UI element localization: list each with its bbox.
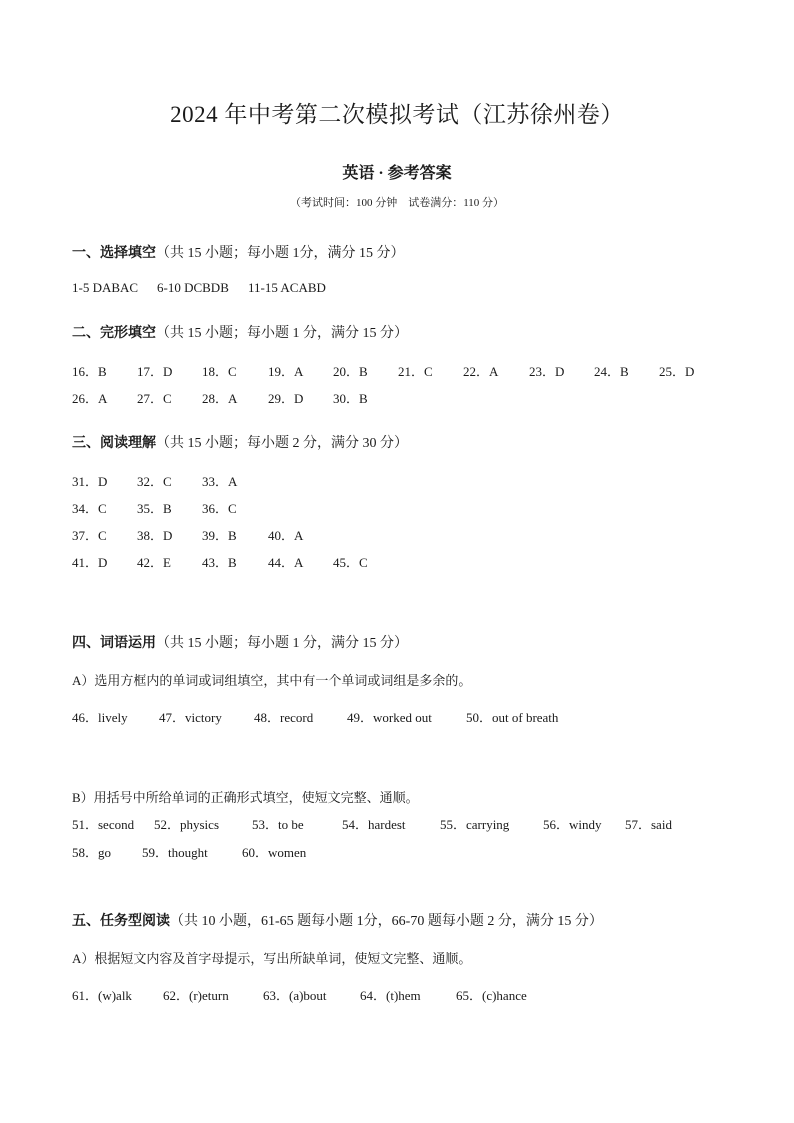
page-subtitle: 英语 · 参考答案 [342,165,452,182]
answer-group: 6-10 DCBDB [157,280,229,295]
answer: 59．thought [142,845,208,860]
section-3-heading [72,432,408,452]
answer: 50．out of breath [466,710,559,725]
answer-group: 1-5 DABAC [72,280,139,295]
section-1-desc: （共 15 小题；每小题 1分，满分 15 分） [156,246,405,261]
answer: 57．said [625,817,672,832]
section-4-part-b-row-2 [72,842,306,861]
section-3-title: 三、阅读理解 [72,436,156,451]
answer: 20．B [333,364,368,379]
answer: 52．physics [154,817,220,832]
answer: 27．C [137,391,172,406]
answer: 47．victory [159,710,222,725]
answer: 24．B [594,364,629,379]
section-5-desc: （共 10 小题，61-65 题每小题 1分，66-70 题每小题 2 分，满分 15 分） [170,914,603,929]
answer: 31．D [72,474,108,489]
section-4-heading [72,632,408,652]
answer: 61．(w)alk [72,988,132,1003]
answer: 23．D [529,364,565,379]
section-5-part-a: A）根据短文内容及首字母提示，写出所缺单词，使短文完整、通顺。 [72,951,472,966]
answer: 39．B [202,528,237,543]
answer: 60．women [242,845,307,860]
section-3-row-1 [72,471,237,490]
answer: 30．B [333,391,368,406]
answer: 40．A [268,528,304,543]
answer: 18．C [202,364,237,379]
answer: 49．worked out [347,710,432,725]
answer: 53．to be [252,817,304,832]
section-4-part-a: A）选用方框内的单词或词组填空，其中有一个单词或词组是多余的。 [72,673,472,688]
answer: 65．(c)hance [456,988,527,1003]
answer: 43．B [202,555,237,570]
answer: 48．record [254,710,314,725]
answer: 55．carrying [440,817,510,832]
answer: 22．A [463,364,499,379]
answer: 64．(t)hem [360,988,421,1003]
answer: 58．go [72,845,112,860]
section-2-desc: （共 15 小题；每小题 1 分，满分 15 分） [156,326,408,341]
section-5-heading [72,910,603,930]
section-5-title: 五、任务型阅读 [72,914,170,929]
section-5-part-a-answers [72,985,527,1004]
answer: 25．D [659,364,695,379]
section-4-part-b: B）用括号中所给单词的正确形式填空，使短文完整、通顺。 [72,790,419,805]
section-4-title: 四、词语运用 [72,636,156,651]
section-1-answers [72,280,326,296]
exam-note: （考试时间：100 分钟 试卷满分：110 分） [289,197,505,209]
answer: 54．hardest [342,817,406,832]
answer: 44．A [268,555,304,570]
section-2-row-2 [72,388,368,407]
section-2-row-1 [72,361,694,380]
section-3-row-4 [72,552,368,571]
answer: 26．A [72,391,108,406]
answer: 34．C [72,501,107,516]
section-2-heading [72,322,408,342]
section-1-heading [72,242,405,262]
answer: 41．D [72,555,108,570]
answer: 62．(r)eturn [163,988,229,1003]
answer: 19．A [268,364,304,379]
answer: 32．C [137,474,172,489]
answer: 35．B [137,501,172,516]
section-3-row-2 [72,498,237,517]
answer: 29．D [268,391,304,406]
answer: 28．A [202,391,238,406]
answer: 33．A [202,474,238,489]
section-4-part-b-row-1 [72,814,672,833]
answer-group: 11-15 ACABD [248,280,326,295]
section-4-part-a-answers [72,707,558,726]
answer: 17．D [137,364,173,379]
section-3-row-3 [72,525,303,544]
answer: 42．E [137,555,171,570]
section-2-title: 二、完形填空 [72,326,156,341]
answer: 51．second [72,817,135,832]
answer: 56．windy [543,817,602,832]
answer: 45．C [333,555,368,570]
answer: 36．C [202,501,237,516]
page-title: 2024 年中考第二次模拟考试（江苏徐州卷） [170,102,624,127]
section-4-desc: （共 15 小题；每小题 1 分，满分 15 分） [156,636,408,651]
section-3-desc: （共 15 小题；每小题 2 分，满分 30 分） [156,436,408,451]
answer: 38．D [137,528,173,543]
answer: 63．(a)bout [263,988,327,1003]
answer: 21．C [398,364,433,379]
answer: 46．lively [72,710,128,725]
section-1-title: 一、选择填空 [72,246,156,261]
answer: 37．C [72,528,107,543]
answer: 16．B [72,364,107,379]
